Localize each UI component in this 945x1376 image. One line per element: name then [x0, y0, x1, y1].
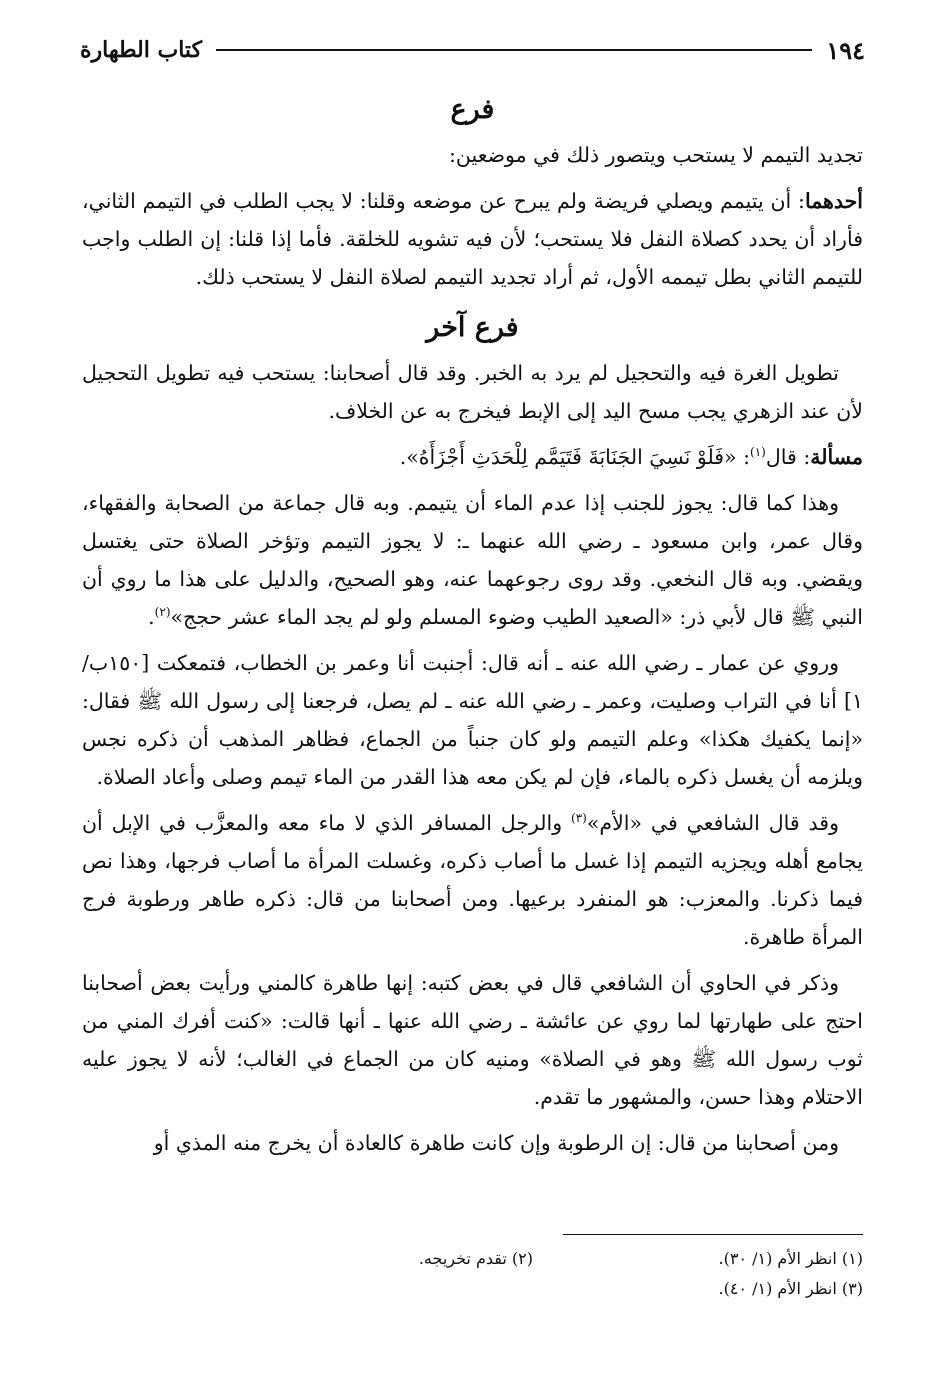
p2-text: وهذا كما قال: يجوز للجنب إذا عدم الماء أن يتيمم. وبه قال جماعة من الصحابة والفقهاء، وقال عمر، وابن مسعود ـ رضي الله عنهما ـ: لا يجوز التيمم وتؤخر الصلاة حتى يغتسل ويقضي. وبه قال النخعي. وقد روى رجوعهما عنه، وهو الصحيح، والدليل على هذا ما روي أن النبي ﷺ قال لأبي ذر: «الصعيد الطيب وضوء المسلم ولو لم يجد الماء عشر حجج»	[82, 491, 863, 629]
footnotes	[82, 1244, 863, 1304]
section-heading-far-akhar: فرع آخر	[426, 312, 519, 343]
masala-label: مسألة	[810, 445, 863, 469]
paragraph-ammar: وروي عن عمار ـ رضي الله عنه ـ أنه قال: أجنبت أنا وعمر بن الخطاب، فتمعكت [١٥٠ب/١] أنا في التراب وصليت، وعمر ـ رضي الله عنه ـ لم يصل، فرجعنا إلى رسول الله ﷺ فقال: «إنما يكفيك هكذا» وعلم التيمم ولو كان جنباً من الجماع، فظاهر المذهب أن ذكره نجس ويلزمه أن يغسل ذكره بالماء، فإن لم يكن معه هذا القدر من الماء تيمم وصلى وأعاد الصلاة.	[82, 651, 863, 789]
p4-text-a: وقد قال الشافعي في «الأم»	[586, 811, 839, 835]
paragraph-tatwil: تطويل الغرة فيه والتحجيل لم يرد به الخبر. وقد قال أصحابنا: يستحب فيه تطويل التحجيل لأن عند الزهري يجب مسح اليد إلى الإبط فيخرج به عن الخلاف.	[82, 361, 863, 423]
footnote-ref-3[interactable]: (٣)	[571, 811, 587, 826]
footnote-row	[82, 1274, 863, 1304]
masala-text-b: : «فَلَوْ نَسِيَ الجَنَابَةَ فَتَيَمَّم لِلْحَدَثِ أَجْزَأَهُ».	[399, 445, 751, 469]
page-body	[82, 88, 863, 1170]
footnote-rule	[563, 1234, 863, 1235]
masala-paragraph	[82, 438, 863, 476]
footnote-2: (٢) تقدم تخريجه.	[418, 1249, 533, 1268]
masala-text-a: : قال	[765, 445, 811, 469]
first-text: : أن يتيمم ويصلي فريضة ولم يبرح عن موضعه وقلنا: لا يجب الطلب في التيمم الثاني، فأراد أن يحدد كصلاة النفل فلا يستحب؛ لأن فيه تشويه للخلقة. فأما إذا قلنا: إن الطلب واجب للتيمم الثاني بطل تيممه الأول، ثم أراد تجديد التيمم لصلاة النفل لا يستحب ذلك.	[82, 189, 863, 289]
footnote-1: (١) انظر الأم (١/ ٣٠).	[718, 1249, 863, 1268]
section1-intro: تجديد التيمم لا يستحب ويتصور ذلك في موضعين:	[449, 143, 863, 167]
footnote-3: (٣) انظر الأم (١/ ٤٠).	[718, 1279, 863, 1298]
book-title: كتاب الطهارة	[80, 37, 203, 63]
footnote-row	[82, 1244, 863, 1274]
paragraph-jawaz	[82, 484, 863, 636]
paragraph-hawi: وذكر في الحاوي أن الشافعي قال في بعض كتبه: إنها طاهرة كالمني ورأيت بعض أصحابنا احتج على طهارتها لما روي عن عائشة ـ رضي الله عنها ـ أنها قالت: «كنت أفرك المني من ثوب رسول الله ﷺ وهو في الصلاة» ومنيه كان من الجماع في الغالب؛ لأنه لا يجوز عليه الاحتلام وهذا حسن، والمشهور ما تقدم.	[82, 971, 863, 1109]
paragraph-rutuba: ومن أصحابنا من قال: إن الرطوبة وإن كانت طاهرة كالعادة أن يخرج منه المذي أو	[153, 1131, 839, 1155]
p2-end: .	[148, 605, 155, 629]
page-header	[80, 30, 865, 70]
footnote-ref-1[interactable]: (١)	[750, 445, 766, 460]
page-number: ١٩٤	[826, 35, 865, 65]
first-label: أحدهما	[804, 189, 863, 213]
header-rule	[216, 49, 812, 51]
footnote-ref-2[interactable]: (٢)	[154, 605, 171, 620]
section-heading-far: فرع	[450, 94, 495, 125]
paragraph-shafii-umm	[82, 804, 863, 956]
section1-first-paragraph	[82, 182, 863, 296]
p4-text-b: والرجل المسافر الذي لا ماء معه والمعزَّب في الإبل أن يجامع أهله ويجزيه التيمم إذا غسل ما أصاب ذكره، وغسلت المرأة ما أصاب فرجها، وهذا نص فيما ذكرنا. والمعزب: هو المنفرد برعيها. ومن أصحابنا من قال: ذكره طاهر ورطوبة فرج المرأة طاهرة.	[82, 811, 863, 949]
